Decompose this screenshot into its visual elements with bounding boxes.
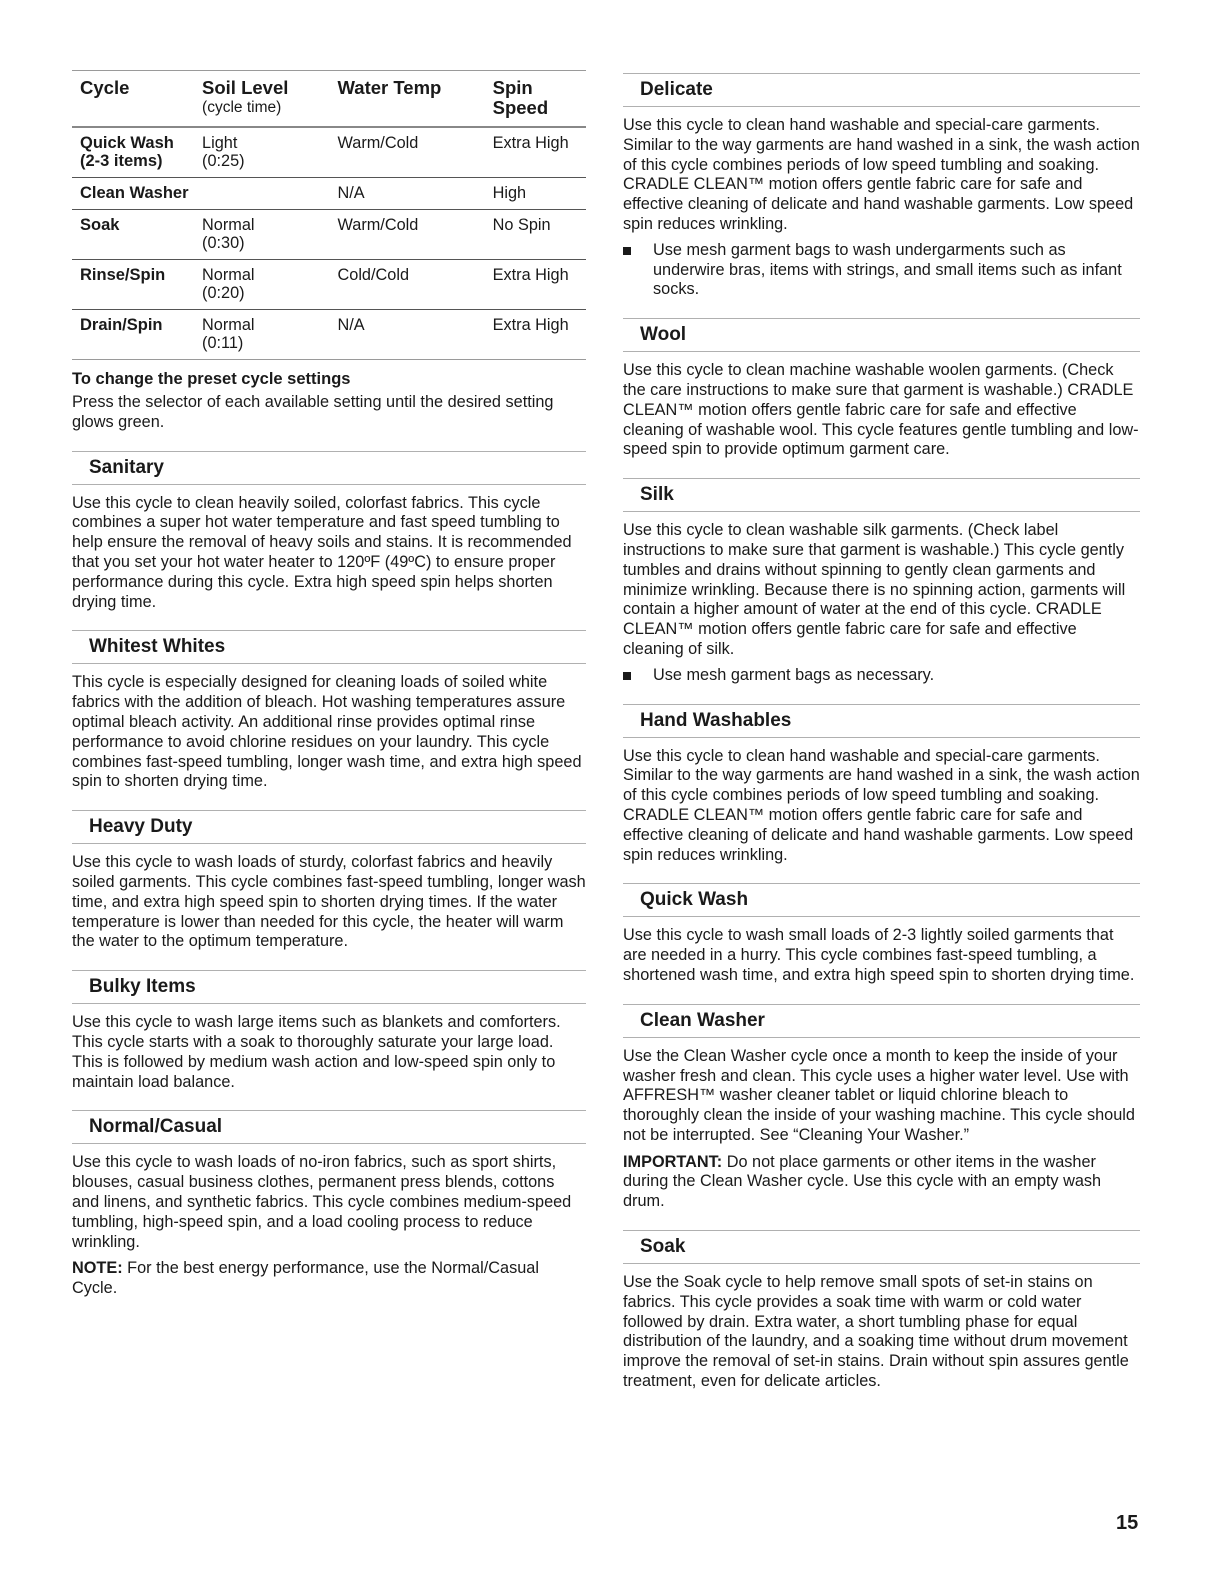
cell-soil: Normal (0:20) [202,266,255,302]
section-text: Use this cycle to wash loads of no-iron fabrics, such as sport shirts, blouses, casual business clothes, permanent press blends, cottons and linens, and synthetic fabrics. This cycle combines medium-speed tumbling, high-speed spin, and a load cooling process to reduce wrinkling. [72,1153,572,1251]
section-quick-wash [623,883,1140,985]
section-text: This cycle is especially designed for cleaning loads of soiled white fabrics with the addition of bleach. Hot washing temperatures assure optimal bleach activity. An additional rinse provides optimal rinse performance to avoid chlorine residues on your laundry. This cycle combines fast-speed tumbling, longer wash time, and extra high speed spin to shorten drying time. [72,673,582,791]
cell-cycle: Clean Washer [80,184,189,202]
note-label: NOTE: [72,1259,123,1278]
section-text: Use this cycle to clean hand washable and special-care garments. Similar to the way garments are hand washed in a sink, the wash action of this cycle combines periods of low speed tumbling and soaking. CRADLE CLEAN™ motion offers gentle fabric care for safe and effective cleaning of delicate and hand washable garments. Low speed spin reduces wrinkling. [623,116,1140,233]
section-text: Use this cycle to wash loads of sturdy, colorfast fabrics and heavily soiled garments. This cycle combines fast-speed tumbling, longer wash time, and extra high speed spin to shorten drying times. If the water temperature is lower than needed for this cycle, the heater will warm the water to the optimum temperature. [72,853,586,951]
note [72,1259,586,1299]
bullet-item: Use mesh garment bags to wash undergarments such as underwire bras, items with strings, and small items such as infant socks. [623,241,1140,300]
cell-spin: Extra High [492,266,569,284]
section-text: Use this cycle to clean machine washable woolen garments. (Check the care instructions to make sure that garment is washable.) CRADLE CLEAN™ motion offers gentle fabric care for safe and effective cleaning of washable wool. This cycle features gentle tumbling and low-speed spin to provide optimum garment care. [623,361,1139,459]
note-text: For the best energy performance, use the Normal/Casual Cycle. [72,1259,539,1298]
section-hand-washables [623,704,1140,866]
cell-temp: Warm/Cold [337,216,419,234]
left-column [72,70,586,1299]
right-column [623,70,1140,1392]
header-cycle: Cycle [80,77,130,98]
cell-soil: Normal (0:30) [202,216,255,252]
cell-temp: N/A [337,316,365,334]
cell-spin: No Spin [492,216,551,234]
note-text: Do not place garments or other items in the washer during the Clean Washer cycle. Use this cycle with an empty wash drum. [623,1152,1102,1211]
bullet-item: Use mesh garment bags as necessary. [623,666,1140,686]
section-title: Hand Washables [623,704,1140,738]
table-row [72,260,586,310]
header-spin-speed: Spin Speed [492,77,549,118]
section-silk [623,478,1140,685]
page-number: 15 [1116,1512,1139,1534]
cycle-table [72,70,586,360]
section-title: Normal/Casual [72,1110,586,1144]
bullet-square-icon [623,672,631,680]
section-soak [623,1230,1140,1392]
bullet-square-icon [623,247,631,255]
header-soil-sub: (cycle time) [202,99,282,116]
cell-cycle: Soak [80,216,120,234]
section-title: Soak [623,1230,1140,1264]
section-title: Bulky Items [72,970,586,1004]
section-normal-casual [72,1110,586,1299]
section-title: Delicate [623,73,1140,107]
cell-temp: Cold/Cold [337,266,409,284]
table-row [72,210,586,260]
cell-temp: N/A [337,184,365,202]
section-title: Whitest Whites [72,630,586,664]
cell-cycle: Drain/Spin [80,316,163,334]
section-text: Use this cycle to clean hand washable and special-care garments. Similar to the way garments are hand washed in a sink, the wash action of this cycle combines periods of low speed tumbling and soaking. CRADLE CLEAN™ motion offers gentle fabric care for safe and effective cleaning of delicate and hand washable garments. Low speed spin reduces wrinkling. [623,746,1140,864]
cell-cycle: Rinse/Spin [80,266,166,284]
section-text: Use this cycle to clean washable silk garments. (Check label instructions to make sure that garment is washable.) This cycle gently tumbles and drains without spinning to gently clean garments and minimize wrinkling. Because there is no spinning action, garments will contain a higher amount of water at the end of this cycle. CRADLE CLEAN™ motion offers gentle fabric care for safe and effective cleaning of silk. [623,521,1126,658]
section-text: Use this cycle to clean heavily soiled, colorfast fabrics. This cycle combines a super hot water temperature and fast speed tumbling to help ensure the removal of heavy soils and stains. It is recommended that you set your hot water heater to 120ºF (49ºC) to ensure proper performance during this cycle. Extra high speed spin helps shorten drying time. [72,493,572,611]
cell-temp: Warm/Cold [337,134,419,152]
important-note [623,1153,1140,1212]
section-wool [623,318,1140,460]
cell-spin: Extra High [492,316,569,334]
section-title: Quick Wash [623,883,1140,917]
section-title: Wool [623,318,1140,352]
section-text: Use this cycle to wash large items such as blankets and comforters. This cycle starts with a soak to thoroughly saturate your large load. This is followed by medium wash action and low-speed spin only to maintain load balance. [72,1013,561,1091]
section-delicate [623,73,1140,300]
section-bulky-items [72,970,586,1092]
section-title: Heavy Duty [72,810,586,844]
preset-text: Press the selector of each available setting until the desired setting glows green. [72,393,554,431]
header-water-temp: Water Temp [337,77,442,98]
section-text: Use the Soak cycle to help remove small spots of set-in stains on fabrics. This cycle provides a soak time with warm or cold water followed by drain. Extra water, a short tumbling phase for equal distribution of the laundry, and a soaking time without drum movement improve the removal of set-in stains. Drain without spin assures gentle treatment, even for delicate articles. [623,1273,1129,1391]
section-text: Use this cycle to wash small loads of 2-3 lightly soiled garments that are needed in a hurry. This cycle combines fast-speed tumbling, a shortened wash time, and extra high speed spin to shorten drying time. [623,926,1135,984]
section-title: Clean Washer [623,1004,1140,1038]
table-row [72,310,586,360]
table-header-row [72,71,586,128]
cell-spin: High [492,184,527,202]
section-text: Use the Clean Washer cycle once a month to keep the inside of your washer fresh and clean. This cycle uses a higher water level. Use with AFFRESH™ washer cleaner tablet or liquid chlorine bleach to thoroughly clean the inside of your washing machine. This cycle should not be interrupted. See “Cleaning Your Washer.” [623,1046,1135,1144]
table-row [72,127,586,178]
cell-soil: Light (0:25) [202,134,245,170]
table-row [72,178,586,210]
note-label: IMPORTANT: [623,1152,723,1171]
cell-spin: Extra High [492,134,569,152]
header-soil-level: Soil Level (cycle time) [194,71,329,128]
section-title: Silk [623,478,1140,512]
section-title: Sanitary [72,451,586,485]
preset-heading: To change the preset cycle settings [72,370,351,388]
cell-cycle: Quick Wash (2-3 items) [80,134,174,170]
section-whitest-whites [72,630,586,792]
section-heavy-duty [72,810,586,952]
section-sanitary [72,451,586,613]
cell-soil: Normal (0:11) [202,316,255,352]
section-clean-washer [623,1004,1140,1212]
cell-soil [194,178,329,210]
